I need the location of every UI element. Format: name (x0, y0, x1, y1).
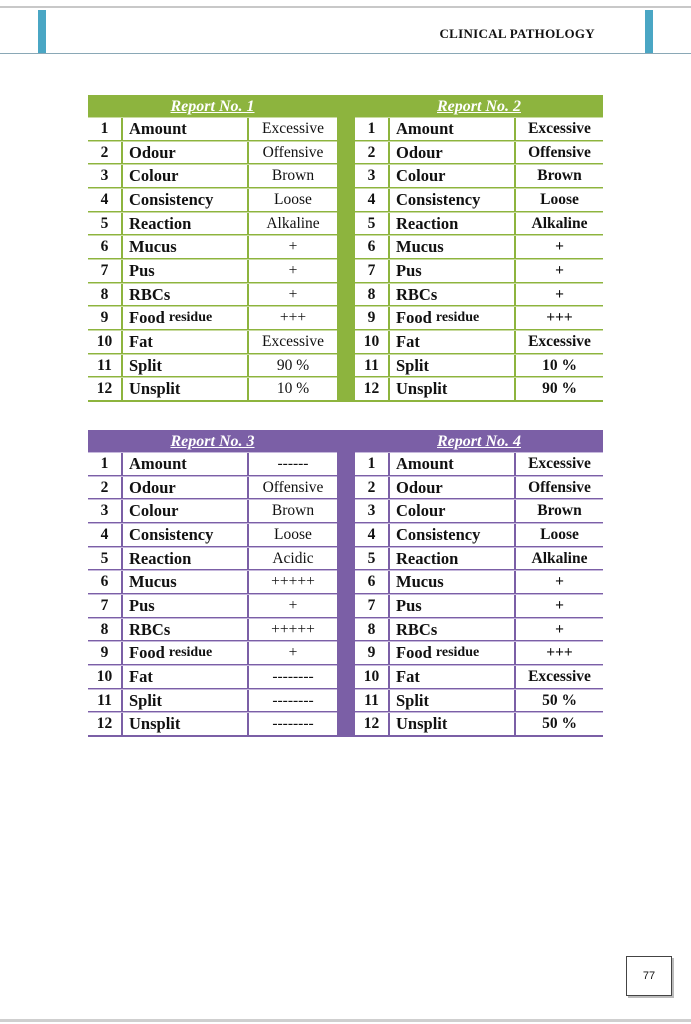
header-accent-bar-left (38, 10, 46, 54)
result-value: 90 % (276, 356, 310, 374)
result-value: Loose (540, 190, 579, 208)
table-row (355, 164, 603, 187)
parameter-name: RBCs (390, 284, 516, 306)
parameter-name: Pus (123, 260, 249, 282)
row-number: 9 (355, 642, 390, 664)
parameter-name: Split (123, 355, 249, 377)
table-row (88, 665, 337, 688)
parameter-name (390, 642, 516, 664)
row-number: 1 (355, 118, 390, 140)
row-number: 5 (355, 213, 390, 235)
bottom-rule (0, 1019, 691, 1022)
result-value: Brown (537, 502, 582, 520)
parameter-name: Unsplit (390, 713, 516, 735)
table-row (88, 330, 337, 353)
running-header-title: CLINICAL PATHOLOGY (439, 26, 595, 41)
header-accent-bar-right (645, 10, 653, 54)
top-rule (0, 6, 691, 8)
result-value: Brown (537, 167, 582, 185)
page-number: 77 (626, 956, 672, 996)
row-number: 2 (355, 477, 390, 499)
parameter-name: Reaction (390, 548, 516, 570)
table-row (88, 712, 337, 735)
parameter-name: RBCs (123, 619, 249, 641)
parameter-name: Amount (390, 118, 516, 140)
table-row (88, 283, 337, 306)
report-title: Report No. 3 (170, 433, 255, 450)
table-row (88, 452, 337, 475)
table-row (355, 452, 603, 475)
header-divider (0, 53, 691, 54)
parameter-name-suffix: residue (168, 645, 213, 661)
result-value: 90 % (542, 380, 577, 398)
row-number: 3 (355, 165, 390, 187)
table-row (88, 547, 337, 570)
parameter-name: RBCs (123, 284, 249, 306)
parameter-name: Consistency (390, 524, 516, 546)
table-row (355, 306, 603, 329)
table-row (355, 259, 603, 282)
table-row (88, 164, 337, 187)
table-row (88, 117, 337, 140)
parameter-name: RBCs (390, 619, 516, 641)
table-row (355, 665, 603, 688)
parameter-name: Unsplit (390, 378, 516, 400)
parameter-name (123, 307, 249, 329)
table-row (88, 570, 337, 593)
result-value: + (288, 596, 298, 614)
row-number: 6 (88, 571, 123, 593)
table-row (88, 212, 337, 235)
table-row (355, 283, 603, 306)
table-row (88, 476, 337, 499)
row-number: 3 (88, 500, 123, 522)
result-value: + (288, 644, 298, 662)
row-number: 11 (355, 690, 390, 712)
parameter-name: Consistency (123, 524, 249, 546)
table-row (355, 570, 603, 593)
row-number: 1 (88, 118, 123, 140)
table-row (88, 594, 337, 617)
report-table (88, 95, 337, 402)
parameter-name: Unsplit (123, 713, 249, 735)
table-row (355, 641, 603, 664)
parameter-name: Mucus (123, 571, 249, 593)
report-title: Report No. 2 (437, 98, 521, 115)
parameter-name: Consistency (123, 189, 249, 211)
result-value: Excessive (262, 119, 324, 137)
result-value: Excessive (528, 454, 591, 472)
result-value: Loose (540, 525, 579, 543)
table-row (88, 259, 337, 282)
row-number: 5 (355, 548, 390, 570)
parameter-name: Odour (390, 142, 516, 164)
parameter-name: Reaction (123, 548, 249, 570)
row-number: 11 (88, 355, 123, 377)
parameter-name: Reaction (390, 213, 516, 235)
result-value: Brown (271, 167, 315, 185)
result-value: + (555, 285, 564, 303)
parameter-name: Fat (123, 666, 249, 688)
reports-block-1-2 (88, 95, 603, 402)
row-number: 8 (355, 284, 390, 306)
table-row (355, 141, 603, 164)
report-rows (88, 117, 337, 402)
result-value: ------ (277, 454, 309, 472)
row-number: 1 (355, 453, 390, 475)
result-value: Offensive (262, 143, 324, 161)
result-value: 10 % (542, 356, 577, 374)
parameter-name: Mucus (390, 236, 516, 258)
parameter-name: Split (123, 690, 249, 712)
table-row (355, 712, 603, 735)
parameter-name: Amount (390, 453, 516, 475)
table-row (88, 641, 337, 664)
parameter-name: Unsplit (123, 378, 249, 400)
parameter-name: Odour (123, 477, 249, 499)
reports-block-3-4 (88, 430, 603, 737)
report-table (355, 430, 603, 737)
row-number: 4 (88, 189, 123, 211)
row-number: 11 (88, 690, 123, 712)
parameter-name: Colour (123, 500, 249, 522)
table-row (88, 188, 337, 211)
parameter-name: Fat (390, 331, 516, 353)
parameter-name (390, 307, 516, 329)
table-row (355, 235, 603, 258)
result-value: +++ (546, 309, 573, 327)
table-row (88, 689, 337, 712)
parameter-name: Mucus (123, 236, 249, 258)
result-value: + (555, 261, 564, 279)
result-value: +++++ (271, 620, 315, 638)
result-value: 10 % (276, 380, 310, 398)
row-number: 8 (355, 619, 390, 641)
row-number: 9 (355, 307, 390, 329)
parameter-name (123, 642, 249, 664)
parameter-name: Amount (123, 118, 249, 140)
table-row (355, 476, 603, 499)
row-number: 5 (88, 213, 123, 235)
result-value: +++ (279, 309, 307, 327)
row-number: 10 (88, 666, 123, 688)
parameter-name-main: Food (129, 643, 165, 663)
row-number: 5 (88, 548, 123, 570)
result-value: +++++ (271, 573, 315, 591)
result-value: + (555, 596, 564, 614)
table-row (88, 141, 337, 164)
result-value: Offensive (528, 143, 591, 161)
table-row (355, 499, 603, 522)
row-number: 4 (355, 524, 390, 546)
result-value: Loose (274, 190, 312, 208)
result-value: Excessive (528, 119, 591, 137)
row-number: 2 (88, 142, 123, 164)
row-number: 4 (88, 524, 123, 546)
table-row (355, 689, 603, 712)
result-value: + (288, 238, 298, 256)
row-number: 11 (355, 355, 390, 377)
table-row (88, 523, 337, 546)
row-number: 6 (355, 236, 390, 258)
row-number: 8 (88, 284, 123, 306)
parameter-name: Colour (390, 500, 516, 522)
report-table (355, 95, 603, 402)
table-row (88, 377, 337, 400)
row-number: 2 (88, 477, 123, 499)
table-row (88, 306, 337, 329)
parameter-name: Split (390, 355, 516, 377)
row-number: 2 (355, 142, 390, 164)
result-value: Alkaline (531, 214, 588, 232)
parameter-name: Pus (390, 595, 516, 617)
result-value: + (555, 620, 564, 638)
table-row (88, 499, 337, 522)
result-value: Excessive (262, 332, 324, 350)
result-value: -------- (272, 715, 314, 733)
row-number: 10 (355, 666, 390, 688)
row-number: 3 (355, 500, 390, 522)
result-value: Acidic (272, 549, 314, 567)
row-number: 6 (355, 571, 390, 593)
result-value: 50 % (542, 715, 577, 733)
result-value: Brown (271, 502, 315, 520)
row-number: 7 (355, 595, 390, 617)
row-number: 7 (88, 595, 123, 617)
row-number: 12 (88, 713, 123, 735)
result-value: + (555, 238, 564, 256)
parameter-name: Amount (123, 453, 249, 475)
report-table (88, 430, 337, 737)
result-value: + (288, 285, 298, 303)
parameter-name: Consistency (390, 189, 516, 211)
row-number: 8 (88, 619, 123, 641)
table-row (355, 354, 603, 377)
parameter-name: Fat (123, 331, 249, 353)
report-rows (88, 452, 337, 737)
table-row (355, 212, 603, 235)
row-number: 10 (88, 331, 123, 353)
parameter-name-suffix: residue (435, 310, 480, 326)
parameter-name-main: Food (129, 308, 165, 328)
row-number: 9 (88, 642, 123, 664)
row-number: 3 (88, 165, 123, 187)
table-row (355, 330, 603, 353)
parameter-name: Split (390, 690, 516, 712)
parameter-name: Pus (390, 260, 516, 282)
table-row (355, 377, 603, 400)
result-value: -------- (272, 667, 314, 685)
table-row (88, 235, 337, 258)
row-number: 4 (355, 189, 390, 211)
parameter-name: Reaction (123, 213, 249, 235)
parameter-name: Colour (123, 165, 249, 187)
parameter-name-main: Food (396, 308, 432, 328)
row-number: 12 (355, 378, 390, 400)
result-value: Alkaline (266, 214, 320, 232)
result-value: -------- (272, 691, 314, 709)
parameter-name: Pus (123, 595, 249, 617)
row-number: 6 (88, 236, 123, 258)
parameter-name-suffix: residue (435, 645, 480, 661)
table-row (355, 188, 603, 211)
table-row (355, 594, 603, 617)
result-value: +++ (546, 644, 573, 662)
table-row (88, 354, 337, 377)
parameter-name-suffix: residue (168, 310, 213, 326)
result-value: Excessive (528, 667, 591, 685)
result-value: + (555, 573, 564, 591)
parameter-name: Fat (390, 666, 516, 688)
row-number: 9 (88, 307, 123, 329)
result-value: + (288, 261, 298, 279)
row-number: 12 (88, 378, 123, 400)
table-row (355, 523, 603, 546)
table-row (88, 618, 337, 641)
report-rows (355, 117, 603, 402)
table-row (355, 618, 603, 641)
result-value: Alkaline (531, 549, 588, 567)
report-rows (355, 452, 603, 737)
report-title: Report No. 4 (437, 433, 521, 450)
parameter-name: Colour (390, 165, 516, 187)
row-number: 1 (88, 453, 123, 475)
parameter-name-main: Food (396, 643, 432, 663)
row-number: 10 (355, 331, 390, 353)
result-value: Excessive (528, 332, 591, 350)
row-number: 12 (355, 713, 390, 735)
result-value: Loose (274, 525, 312, 543)
result-value: 50 % (542, 691, 577, 709)
row-number: 7 (355, 260, 390, 282)
table-row (355, 117, 603, 140)
result-value: Offensive (528, 478, 591, 496)
parameter-name: Odour (123, 142, 249, 164)
parameter-name: Odour (390, 477, 516, 499)
report-title: Report No. 1 (170, 98, 255, 115)
table-row (355, 547, 603, 570)
parameter-name: Mucus (390, 571, 516, 593)
row-number: 7 (88, 260, 123, 282)
result-value: Offensive (262, 478, 324, 496)
